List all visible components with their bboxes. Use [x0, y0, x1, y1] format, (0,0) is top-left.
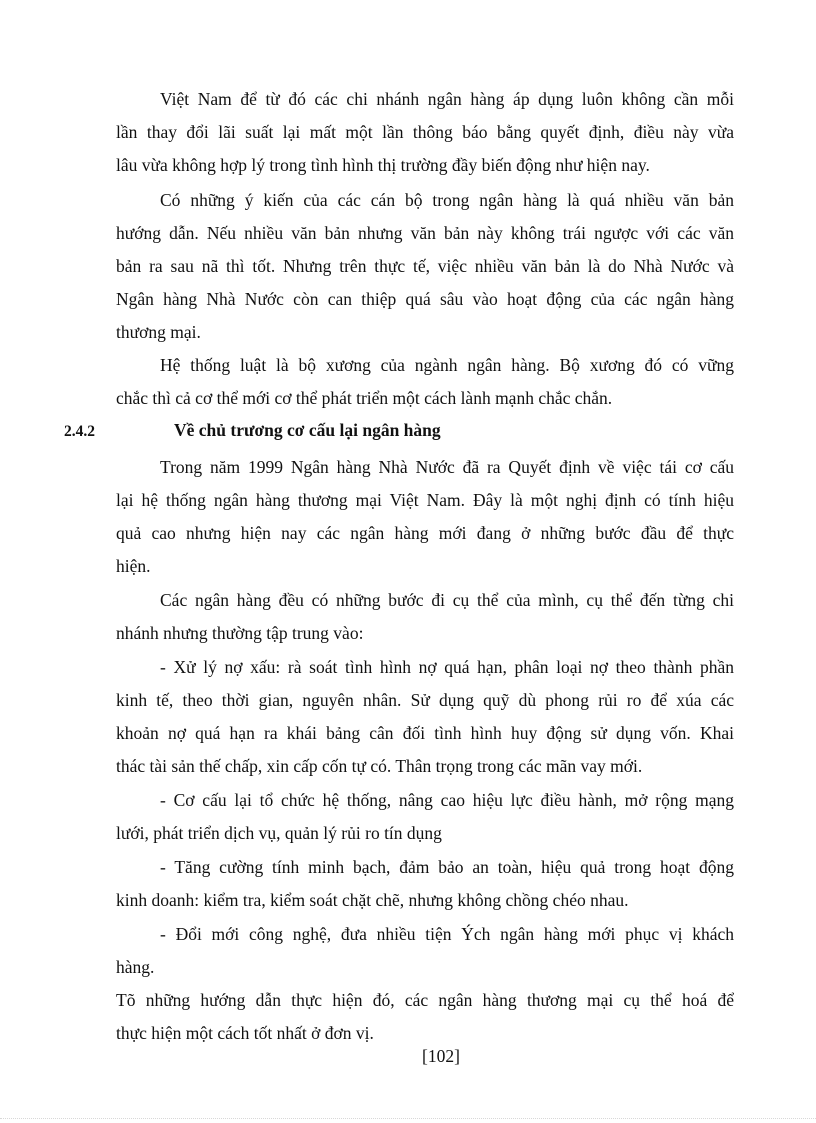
text-line: lâu vừa không hợp lý trong tình hình thị trường đầy biến động như hiện nay.: [116, 155, 650, 175]
text-line: lại hệ thống ngân hàng thương mại Việt Nam. Đây là một nghị định có tính hiệu: [116, 490, 734, 510]
text-line: chắc thì cả cơ thể mới cơ thể phát triển một cách lành mạnh chắc chắn.: [116, 388, 613, 408]
text-line: hướng dẫn. Nếu nhiều văn bản nhưng văn bản này không trái ngược với các văn: [116, 223, 734, 243]
text-line: thương mại.: [116, 322, 201, 342]
text-line: Việt Nam để từ đó các chi nhánh ngân hàng áp dụng luôn không cần mỗi: [160, 89, 734, 109]
text-line: lần thay đổi lãi suất lại mất một lần thông báo bằng quyết định, điều này vừa: [116, 122, 734, 142]
text-line: Trong năm 1999 Ngân hàng Nhà Nước đã ra Quyết định về việc tái cơ cấu: [160, 457, 734, 477]
bullet-line: - Đổi mới công nghệ, đưa nhiều tiện Ých ngân hàng mới phục vị khách: [160, 924, 734, 944]
text-line: Ngân hàng Nhà Nước còn can thiệp quá sâu vào hoạt động của các ngân hàng: [116, 289, 734, 309]
text-line: thực hiện một cách tốt nhất ở đơn vị.: [116, 1023, 374, 1043]
bullet-line: - Cơ cấu lại tổ chức hệ thống, nâng cao hiệu lực điều hành, mở rộng mạng: [160, 790, 734, 810]
page-bottom-rule: [0, 1118, 816, 1119]
bullet-line: - Tăng cường tính minh bạch, đảm bảo an toàn, hiệu quả trong hoạt động: [160, 857, 734, 877]
text-line: Các ngân hàng đều có những bước đi cụ thể của mình, cụ thể đến từng chi: [160, 590, 734, 610]
text-line: bản ra sau nã thì tốt. Nhưng trên thực tế, việc nhiều văn bản là do Nhà Nước và: [116, 256, 734, 276]
text-line: khoản nợ quá hạn ra khái bảng cân đối tình hình huy động sử dụng vốn. Khai: [116, 723, 734, 743]
page-number: [102]: [422, 1046, 460, 1066]
text-line: Tõ những hướng dẫn thực hiện đó, các ngân hàng thương mại cụ thể hoá để: [116, 990, 734, 1010]
text-line: quả cao nhưng hiện nay các ngân hàng mới đang ở những bước đầu để thực: [116, 523, 734, 543]
text-line: kinh doanh: kiểm tra, kiểm soát chặt chẽ, nhưng không chồng chéo nhau.: [116, 890, 629, 910]
section-number: 2.4.2: [64, 423, 95, 440]
text-line: Có những ý kiến của các cán bộ trong ngân hàng là quá nhiều văn bản: [160, 190, 734, 210]
bullet-line: - Xử lý nợ xấu: rà soát tình hình nợ quá hạn, phân loại nợ theo thành phần: [160, 657, 734, 677]
text-line: hiện.: [116, 556, 151, 576]
text-line: thác tài sản thế chấp, xin cấp cốn tự có. Thân trọng trong các mãn vay mới.: [116, 756, 643, 776]
text-line: nhánh nhưng thường tập trung vào:: [116, 623, 364, 643]
section-title: Về chủ trương cơ cấu lại ngân hàng: [174, 420, 441, 440]
text-line: kinh tế, theo thời gian, nguyên nhân. Sử dụng quỹ dù phong rủi ro để xúa các: [116, 690, 734, 710]
text-line: lưới, phát triển dịch vụ, quản lý rủi ro tín dụng: [116, 823, 442, 843]
text-line: Hệ thống luật là bộ xương của ngành ngân hàng. Bộ xương đó có vững: [160, 355, 734, 375]
text-line: hàng.: [116, 957, 155, 977]
